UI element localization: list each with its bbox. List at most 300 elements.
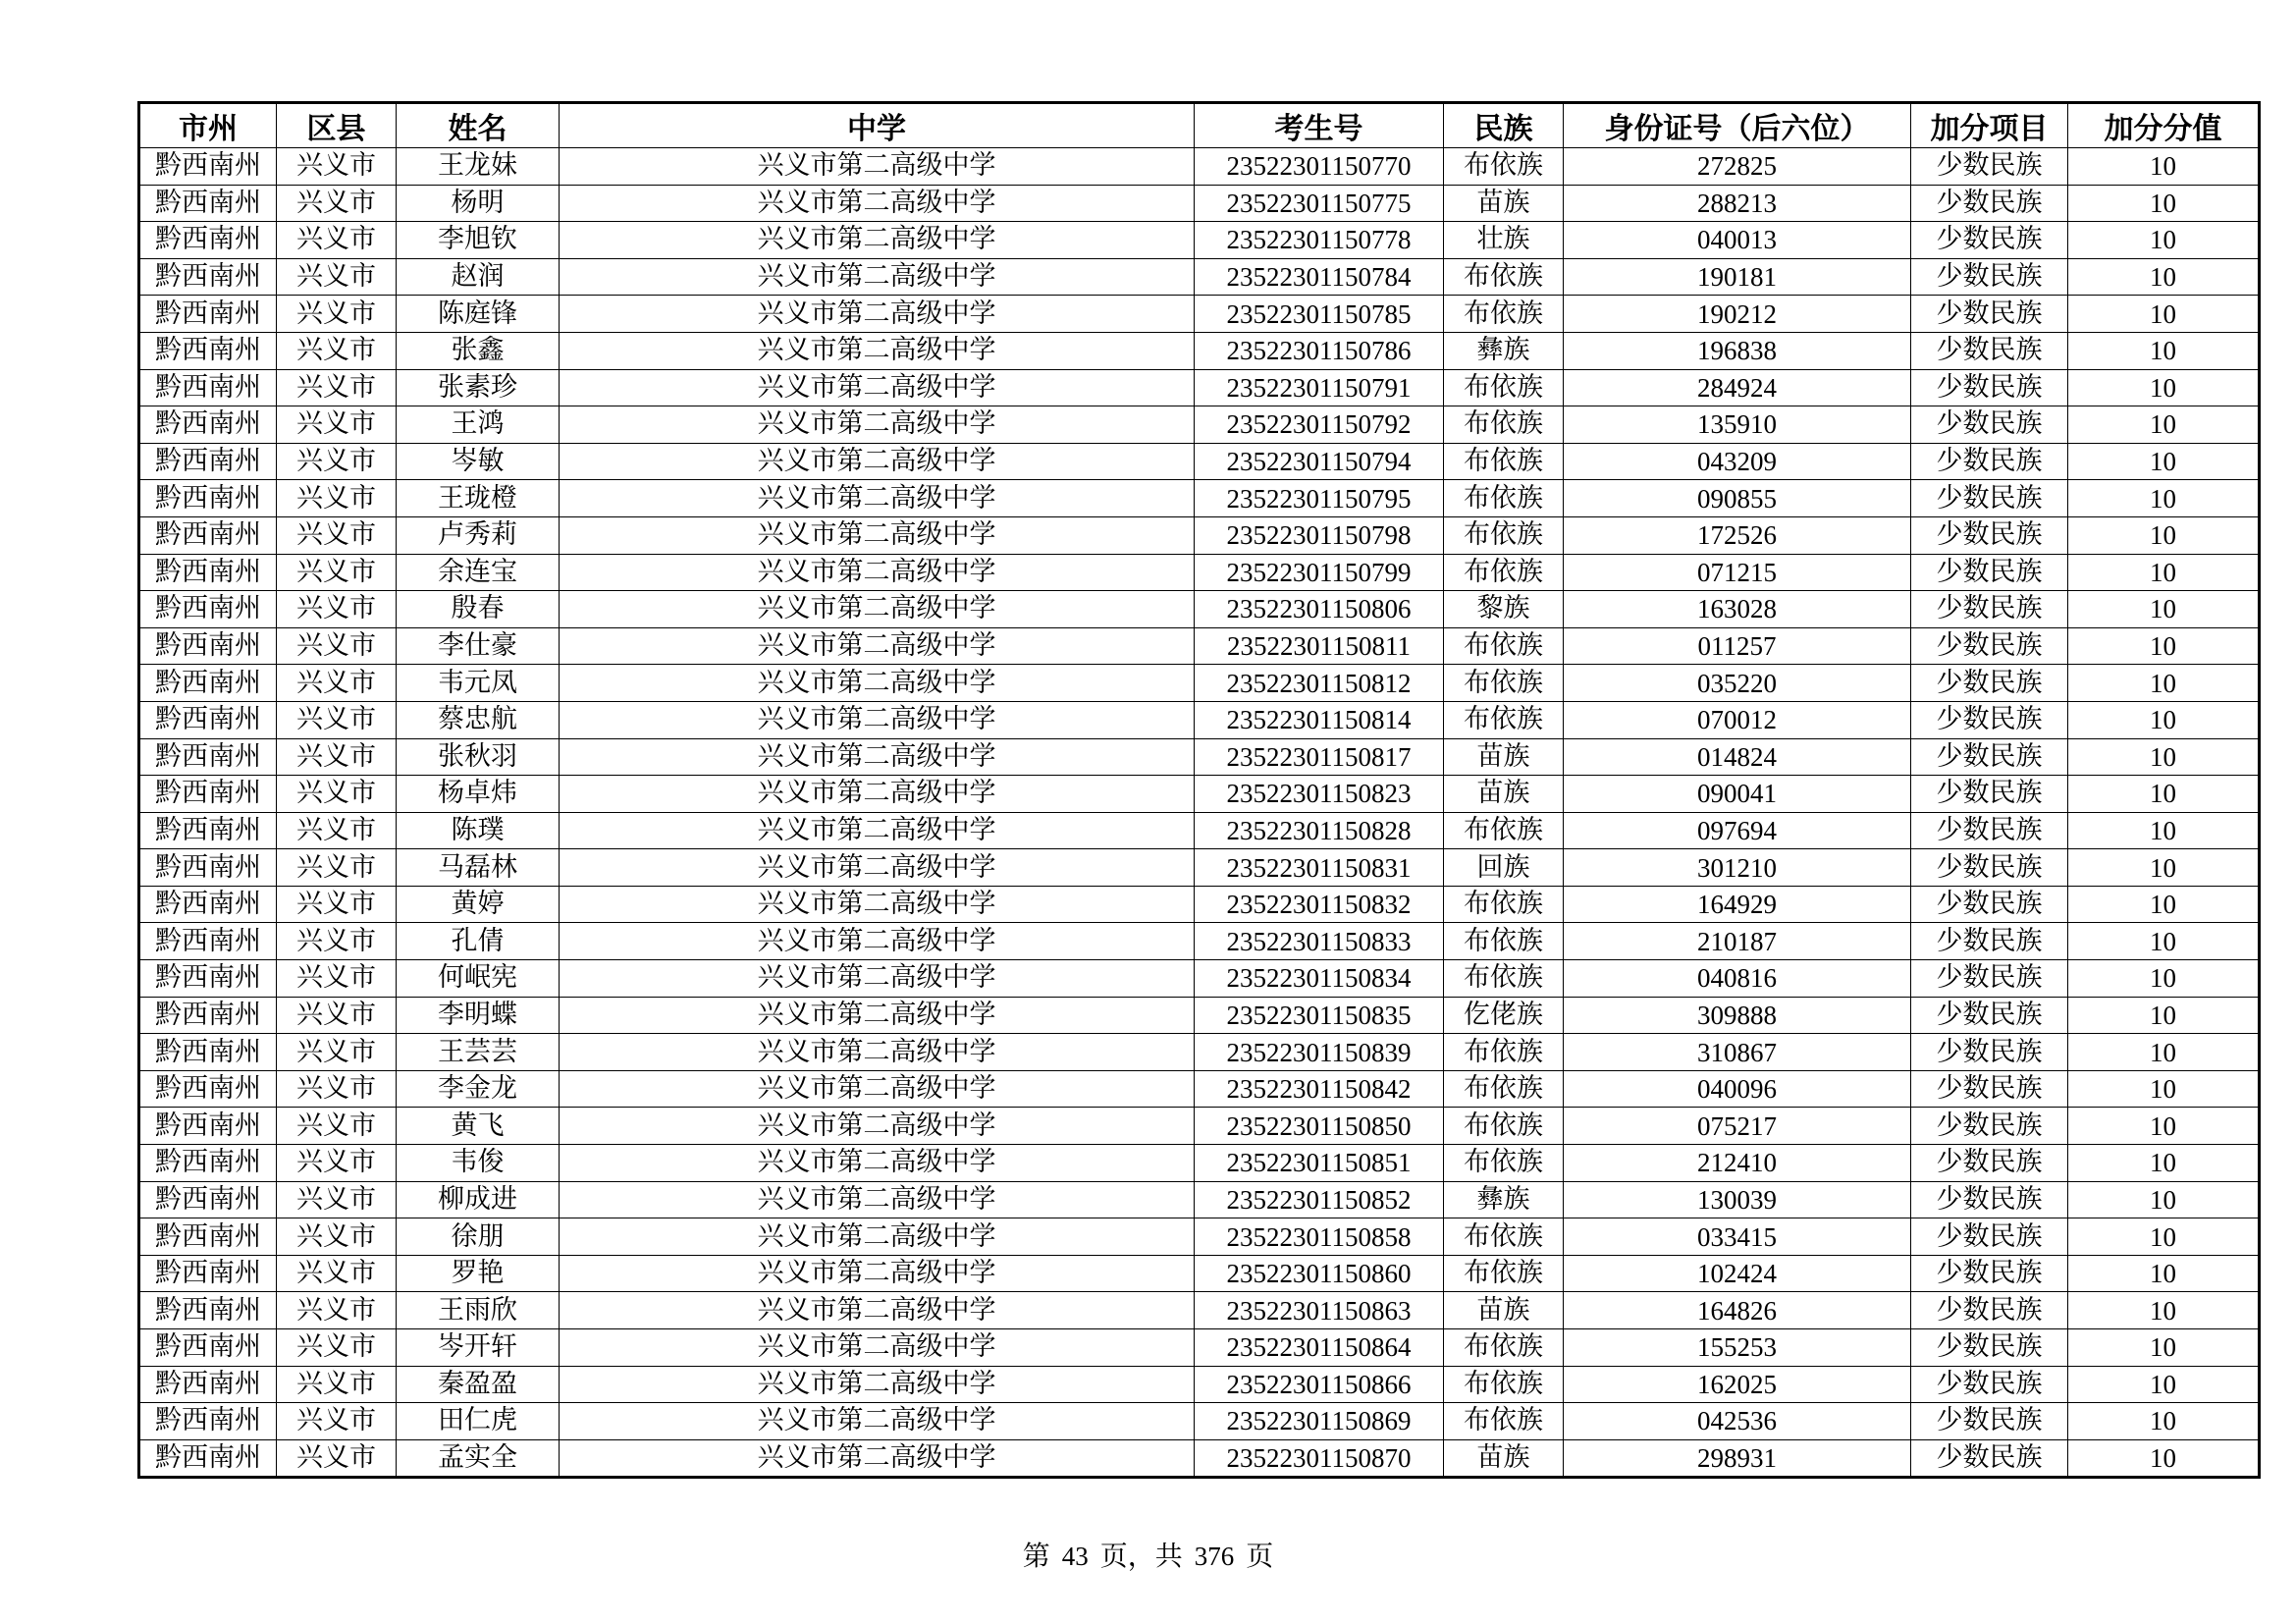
table-cell: 兴义市 (277, 1292, 397, 1329)
table-cell: 少数民族 (1911, 554, 2068, 591)
table-cell: 兴义市 (277, 1145, 397, 1182)
table-cell: 柳成进 (397, 1181, 560, 1218)
table-cell: 097694 (1564, 812, 1911, 849)
table-cell: 少数民族 (1911, 1108, 2068, 1145)
table-cell: 10 (2068, 369, 2260, 406)
table-cell: 黔西南州 (139, 1108, 277, 1145)
table-cell: 少数民族 (1911, 406, 2068, 444)
table-cell: 兴义市第二高级中学 (560, 997, 1195, 1034)
table-cell: 兴义市 (277, 665, 397, 702)
table-cell: 布依族 (1444, 480, 1564, 517)
table-cell: 兴义市 (277, 1108, 397, 1145)
table-cell: 黔西南州 (139, 776, 277, 813)
table-cell: 196838 (1564, 332, 1911, 369)
table-cell: 兴义市 (277, 296, 397, 333)
table-cell: 23522301150775 (1195, 185, 1444, 222)
table-cell: 赵润 (397, 258, 560, 296)
bonus-points-table (137, 101, 2261, 1479)
table-cell: 040096 (1564, 1070, 1911, 1108)
table-cell: 10 (2068, 1034, 2260, 1071)
table-row (139, 1145, 2260, 1182)
table-cell: 黔西南州 (139, 1181, 277, 1218)
table-body (139, 148, 2260, 1478)
table-cell: 10 (2068, 665, 2260, 702)
table-row (139, 554, 2260, 591)
table-cell: 23522301150864 (1195, 1329, 1444, 1367)
table-cell: 23522301150842 (1195, 1070, 1444, 1108)
column-header: 姓名 (397, 103, 560, 148)
table-cell: 兴义市第二高级中学 (560, 480, 1195, 517)
table-cell: 212410 (1564, 1145, 1911, 1182)
table-cell: 黄飞 (397, 1108, 560, 1145)
table-cell: 少数民族 (1911, 886, 2068, 923)
table-cell: 布依族 (1444, 1329, 1564, 1367)
table-cell: 23522301150812 (1195, 665, 1444, 702)
footer-prefix: 第 (1022, 1540, 1050, 1572)
table-cell: 苗族 (1444, 185, 1564, 222)
table-cell: 23522301150791 (1195, 369, 1444, 406)
table-row (139, 923, 2260, 960)
table-cell: 164929 (1564, 886, 1911, 923)
table-cell: 190212 (1564, 296, 1911, 333)
table-cell: 兴义市第二高级中学 (560, 701, 1195, 738)
column-header: 考生号 (1195, 103, 1444, 148)
table-cell: 罗艳 (397, 1255, 560, 1292)
column-header: 加分项目 (1911, 103, 2068, 148)
table-cell: 马磊林 (397, 849, 560, 887)
table-row (139, 332, 2260, 369)
table-cell: 李旭钦 (397, 222, 560, 259)
table-cell: 兴义市第二高级中学 (560, 1218, 1195, 1256)
table-cell: 兴义市第二高级中学 (560, 222, 1195, 259)
table-cell: 黔西南州 (139, 480, 277, 517)
table-cell: 少数民族 (1911, 258, 2068, 296)
table-cell: 23522301150833 (1195, 923, 1444, 960)
table-cell: 23522301150784 (1195, 258, 1444, 296)
table-cell: 黎族 (1444, 591, 1564, 628)
table-row (139, 480, 2260, 517)
table-cell: 23522301150858 (1195, 1218, 1444, 1256)
table-row (139, 1329, 2260, 1367)
table-cell: 张秋羽 (397, 738, 560, 776)
table-cell: 布依族 (1444, 1145, 1564, 1182)
table-cell: 兴义市第二高级中学 (560, 1366, 1195, 1403)
table-cell: 兴义市第二高级中学 (560, 1439, 1195, 1478)
table-cell: 黔西南州 (139, 997, 277, 1034)
table-cell: 黔西南州 (139, 627, 277, 665)
table-cell: 10 (2068, 923, 2260, 960)
table-cell: 少数民族 (1911, 185, 2068, 222)
table-cell: 23522301150860 (1195, 1255, 1444, 1292)
table-cell: 布依族 (1444, 960, 1564, 998)
table-cell: 10 (2068, 185, 2260, 222)
table-cell: 兴义市第二高级中学 (560, 443, 1195, 480)
table-cell: 兴义市第二高级中学 (560, 516, 1195, 554)
table-cell: 兴义市第二高级中学 (560, 185, 1195, 222)
table-cell: 少数民族 (1911, 1070, 2068, 1108)
table-cell: 黔西南州 (139, 1292, 277, 1329)
table-row (139, 960, 2260, 998)
table-cell: 兴义市 (277, 480, 397, 517)
table-cell: 回族 (1444, 849, 1564, 887)
table-cell: 黔西南州 (139, 296, 277, 333)
table-cell: 23522301150778 (1195, 222, 1444, 259)
footer-suffix: 页 (1246, 1540, 1274, 1572)
table-cell: 黔西南州 (139, 812, 277, 849)
table-cell: 兴义市第二高级中学 (560, 923, 1195, 960)
table-cell: 298931 (1564, 1439, 1911, 1478)
table-row (139, 443, 2260, 480)
table-cell: 130039 (1564, 1181, 1911, 1218)
table-cell: 10 (2068, 296, 2260, 333)
table-cell: 王芸芸 (397, 1034, 560, 1071)
table-cell: 少数民族 (1911, 369, 2068, 406)
table-cell: 少数民族 (1911, 849, 2068, 887)
table-cell: 兴义市 (277, 1366, 397, 1403)
table-row (139, 1292, 2260, 1329)
table-row (139, 1255, 2260, 1292)
table-cell: 23522301150851 (1195, 1145, 1444, 1182)
table-cell: 23522301150806 (1195, 591, 1444, 628)
table-cell: 苗族 (1444, 1439, 1564, 1478)
table-cell: 布依族 (1444, 627, 1564, 665)
table-cell: 兴义市第二高级中学 (560, 627, 1195, 665)
table-cell: 黔西南州 (139, 258, 277, 296)
table-cell: 少数民族 (1911, 480, 2068, 517)
table-cell: 10 (2068, 258, 2260, 296)
table-cell: 兴义市 (277, 738, 397, 776)
table-cell: 兴义市 (277, 554, 397, 591)
table-cell: 布依族 (1444, 665, 1564, 702)
table-cell: 蔡忠航 (397, 701, 560, 738)
table-row (139, 1034, 2260, 1071)
table-cell: 288213 (1564, 185, 1911, 222)
table-cell: 10 (2068, 738, 2260, 776)
table-cell: 014824 (1564, 738, 1911, 776)
table-row (139, 886, 2260, 923)
table-cell: 韦俊 (397, 1145, 560, 1182)
table-cell: 兴义市 (277, 591, 397, 628)
table-cell: 少数民族 (1911, 997, 2068, 1034)
table-row (139, 1218, 2260, 1256)
table-cell: 兴义市 (277, 701, 397, 738)
table-cell: 兴义市第二高级中学 (560, 738, 1195, 776)
table-cell: 李金龙 (397, 1070, 560, 1108)
table-cell: 布依族 (1444, 1108, 1564, 1145)
table-cell: 兴义市第二高级中学 (560, 258, 1195, 296)
table-cell: 10 (2068, 776, 2260, 813)
table-cell: 040816 (1564, 960, 1911, 998)
table-cell: 070012 (1564, 701, 1911, 738)
table-cell: 10 (2068, 627, 2260, 665)
table-cell: 陈庭锋 (397, 296, 560, 333)
table-cell: 少数民族 (1911, 222, 2068, 259)
table-cell: 309888 (1564, 997, 1911, 1034)
column-header: 民族 (1444, 103, 1564, 148)
table-cell: 少数民族 (1911, 148, 2068, 186)
table-cell: 少数民族 (1911, 296, 2068, 333)
table-cell: 23522301150870 (1195, 1439, 1444, 1478)
total-pages-number: 376 (1194, 1542, 1235, 1571)
table-cell: 苗族 (1444, 1292, 1564, 1329)
table-cell: 布依族 (1444, 516, 1564, 554)
table-cell: 10 (2068, 554, 2260, 591)
table-cell: 少数民族 (1911, 1329, 2068, 1367)
table-cell: 10 (2068, 1255, 2260, 1292)
table-cell: 10 (2068, 1366, 2260, 1403)
table-cell: 布依族 (1444, 1403, 1564, 1440)
table-cell: 兴义市第二高级中学 (560, 148, 1195, 186)
table-cell: 10 (2068, 1181, 2260, 1218)
table-cell: 10 (2068, 480, 2260, 517)
table-row (139, 1366, 2260, 1403)
table-row (139, 222, 2260, 259)
table-cell: 23522301150798 (1195, 516, 1444, 554)
table-cell: 少数民族 (1911, 591, 2068, 628)
table-row (139, 738, 2260, 776)
column-header: 加分分值 (2068, 103, 2260, 148)
table-cell: 黔西南州 (139, 554, 277, 591)
table-cell: 王龙妹 (397, 148, 560, 186)
table-row (139, 148, 2260, 186)
table-cell: 李仕豪 (397, 627, 560, 665)
table-cell: 仡佬族 (1444, 997, 1564, 1034)
table-cell: 兴义市第二高级中学 (560, 1181, 1195, 1218)
table-cell: 兴义市 (277, 923, 397, 960)
table-header (139, 103, 2260, 148)
table-cell: 10 (2068, 1070, 2260, 1108)
current-page-number: 43 (1061, 1542, 1089, 1571)
table-cell: 少数民族 (1911, 776, 2068, 813)
table-cell: 兴义市第二高级中学 (560, 776, 1195, 813)
table-cell: 兴义市第二高级中学 (560, 665, 1195, 702)
table-cell: 王鸿 (397, 406, 560, 444)
table-cell: 兴义市 (277, 812, 397, 849)
table-cell: 少数民族 (1911, 665, 2068, 702)
table-cell: 10 (2068, 406, 2260, 444)
table-cell: 王珑橙 (397, 480, 560, 517)
table-cell: 10 (2068, 812, 2260, 849)
table-cell: 042536 (1564, 1403, 1911, 1440)
table-cell: 黔西南州 (139, 738, 277, 776)
table-cell: 张素珍 (397, 369, 560, 406)
table-cell: 田仁虎 (397, 1403, 560, 1440)
table-cell: 少数民族 (1911, 332, 2068, 369)
table-cell: 23522301150835 (1195, 997, 1444, 1034)
table-cell: 310867 (1564, 1034, 1911, 1071)
table-cell: 兴义市第二高级中学 (560, 1403, 1195, 1440)
table-cell: 10 (2068, 1439, 2260, 1478)
table-cell: 23522301150839 (1195, 1034, 1444, 1071)
table-cell: 黔西南州 (139, 1034, 277, 1071)
table-cell: 10 (2068, 1403, 2260, 1440)
table-cell: 兴义市 (277, 1403, 397, 1440)
table-cell: 兴义市 (277, 1255, 397, 1292)
table-row (139, 776, 2260, 813)
table-cell: 10 (2068, 443, 2260, 480)
table-cell: 黔西南州 (139, 886, 277, 923)
table-cell: 布依族 (1444, 812, 1564, 849)
table-cell: 兴义市 (277, 332, 397, 369)
table-cell: 壮族 (1444, 222, 1564, 259)
table-cell: 黔西南州 (139, 1145, 277, 1182)
table-cell: 10 (2068, 1108, 2260, 1145)
table-cell: 黔西南州 (139, 923, 277, 960)
table-cell: 兴义市 (277, 1181, 397, 1218)
table-cell: 090855 (1564, 480, 1911, 517)
table-cell: 23522301150792 (1195, 406, 1444, 444)
table-cell: 10 (2068, 222, 2260, 259)
header-row (139, 103, 2260, 148)
table-cell: 杨卓炜 (397, 776, 560, 813)
table-cell: 黔西南州 (139, 1218, 277, 1256)
table-cell: 黔西南州 (139, 332, 277, 369)
table-cell: 殷春 (397, 591, 560, 628)
table-cell: 10 (2068, 332, 2260, 369)
table-cell: 少数民族 (1911, 738, 2068, 776)
table-cell: 兴义市第二高级中学 (560, 1108, 1195, 1145)
table-cell: 210187 (1564, 923, 1911, 960)
table-cell: 011257 (1564, 627, 1911, 665)
table-cell: 兴义市第二高级中学 (560, 296, 1195, 333)
table-cell: 黔西南州 (139, 222, 277, 259)
table-cell: 172526 (1564, 516, 1911, 554)
table-cell: 黔西南州 (139, 701, 277, 738)
table-cell: 少数民族 (1911, 1218, 2068, 1256)
table-cell: 彝族 (1444, 332, 1564, 369)
table-cell: 兴义市 (277, 258, 397, 296)
table-cell: 黔西南州 (139, 1403, 277, 1440)
table-cell: 黄婷 (397, 886, 560, 923)
table-cell: 黔西南州 (139, 665, 277, 702)
table-row (139, 591, 2260, 628)
table-cell: 黔西南州 (139, 185, 277, 222)
table-row (139, 812, 2260, 849)
table-cell: 少数民族 (1911, 1439, 2068, 1478)
table-cell: 少数民族 (1911, 1292, 2068, 1329)
table-cell: 163028 (1564, 591, 1911, 628)
table-cell: 布依族 (1444, 1218, 1564, 1256)
table-cell: 10 (2068, 701, 2260, 738)
table-cell: 23522301150852 (1195, 1181, 1444, 1218)
table-cell: 23522301150811 (1195, 627, 1444, 665)
table-cell: 兴义市第二高级中学 (560, 1292, 1195, 1329)
column-header: 市州 (139, 103, 277, 148)
table-row (139, 997, 2260, 1034)
table-cell: 284924 (1564, 369, 1911, 406)
column-header: 区县 (277, 103, 397, 148)
table-cell: 兴义市 (277, 516, 397, 554)
table-cell: 孔倩 (397, 923, 560, 960)
table-cell: 23522301150799 (1195, 554, 1444, 591)
table-cell: 23522301150786 (1195, 332, 1444, 369)
table-cell: 兴义市 (277, 1070, 397, 1108)
table-cell: 余连宝 (397, 554, 560, 591)
table-cell: 190181 (1564, 258, 1911, 296)
table-cell: 135910 (1564, 406, 1911, 444)
table-cell: 布依族 (1444, 1255, 1564, 1292)
footer-middle: 页，共 (1099, 1540, 1183, 1572)
table-cell: 10 (2068, 1218, 2260, 1256)
table-cell: 23522301150834 (1195, 960, 1444, 998)
table-cell: 少数民族 (1911, 627, 2068, 665)
table-cell: 少数民族 (1911, 1181, 2068, 1218)
table-cell: 布依族 (1444, 406, 1564, 444)
table-cell: 陈璞 (397, 812, 560, 849)
table-cell: 兴义市 (277, 222, 397, 259)
table-cell: 兴义市第二高级中学 (560, 1034, 1195, 1071)
table-cell: 301210 (1564, 849, 1911, 887)
table-cell: 兴义市第二高级中学 (560, 812, 1195, 849)
table-cell: 少数民族 (1911, 443, 2068, 480)
table-cell: 兴义市第二高级中学 (560, 554, 1195, 591)
table-cell: 兴义市第二高级中学 (560, 849, 1195, 887)
table-cell: 兴义市第二高级中学 (560, 1145, 1195, 1182)
table-cell: 黔西南州 (139, 591, 277, 628)
table-cell: 23522301150828 (1195, 812, 1444, 849)
table-cell: 兴义市 (277, 185, 397, 222)
table-row (139, 258, 2260, 296)
table-cell: 164826 (1564, 1292, 1911, 1329)
table-row (139, 849, 2260, 887)
table-row (139, 1070, 2260, 1108)
table-cell: 卢秀莉 (397, 516, 560, 554)
table-cell: 10 (2068, 591, 2260, 628)
table-cell: 兴义市 (277, 1439, 397, 1478)
table-cell: 23522301150869 (1195, 1403, 1444, 1440)
table-cell: 兴义市 (277, 1329, 397, 1367)
table-cell: 少数民族 (1911, 1403, 2068, 1440)
table-cell: 10 (2068, 1329, 2260, 1367)
table-cell: 10 (2068, 148, 2260, 186)
table-cell: 兴义市 (277, 997, 397, 1034)
table-cell: 黔西南州 (139, 849, 277, 887)
table-cell: 布依族 (1444, 258, 1564, 296)
table-cell: 黔西南州 (139, 516, 277, 554)
table-cell: 23522301150823 (1195, 776, 1444, 813)
table-cell: 23522301150785 (1195, 296, 1444, 333)
table-cell: 23522301150831 (1195, 849, 1444, 887)
table-cell: 少数民族 (1911, 1145, 2068, 1182)
table-cell: 少数民族 (1911, 1034, 2068, 1071)
table-cell: 兴义市第二高级中学 (560, 369, 1195, 406)
table-cell: 彝族 (1444, 1181, 1564, 1218)
table-cell: 040013 (1564, 222, 1911, 259)
table-cell: 102424 (1564, 1255, 1911, 1292)
table-cell: 10 (2068, 516, 2260, 554)
table-row (139, 369, 2260, 406)
table-cell: 布依族 (1444, 148, 1564, 186)
table-cell: 兴义市第二高级中学 (560, 1070, 1195, 1108)
table-cell: 黔西南州 (139, 1070, 277, 1108)
table-cell: 兴义市 (277, 960, 397, 998)
table-cell: 090041 (1564, 776, 1911, 813)
column-header: 身份证号（后六位） (1564, 103, 1911, 148)
table-cell: 043209 (1564, 443, 1911, 480)
table-cell: 23522301150795 (1195, 480, 1444, 517)
table-row (139, 1108, 2260, 1145)
table-cell: 孟实全 (397, 1439, 560, 1478)
table-cell: 布依族 (1444, 923, 1564, 960)
table-row (139, 1181, 2260, 1218)
table-cell: 23522301150770 (1195, 148, 1444, 186)
table-cell: 23522301150814 (1195, 701, 1444, 738)
table-cell: 黔西南州 (139, 148, 277, 186)
table-cell: 272825 (1564, 148, 1911, 186)
table-cell: 岑敏 (397, 443, 560, 480)
table-cell: 071215 (1564, 554, 1911, 591)
table-cell: 10 (2068, 1145, 2260, 1182)
